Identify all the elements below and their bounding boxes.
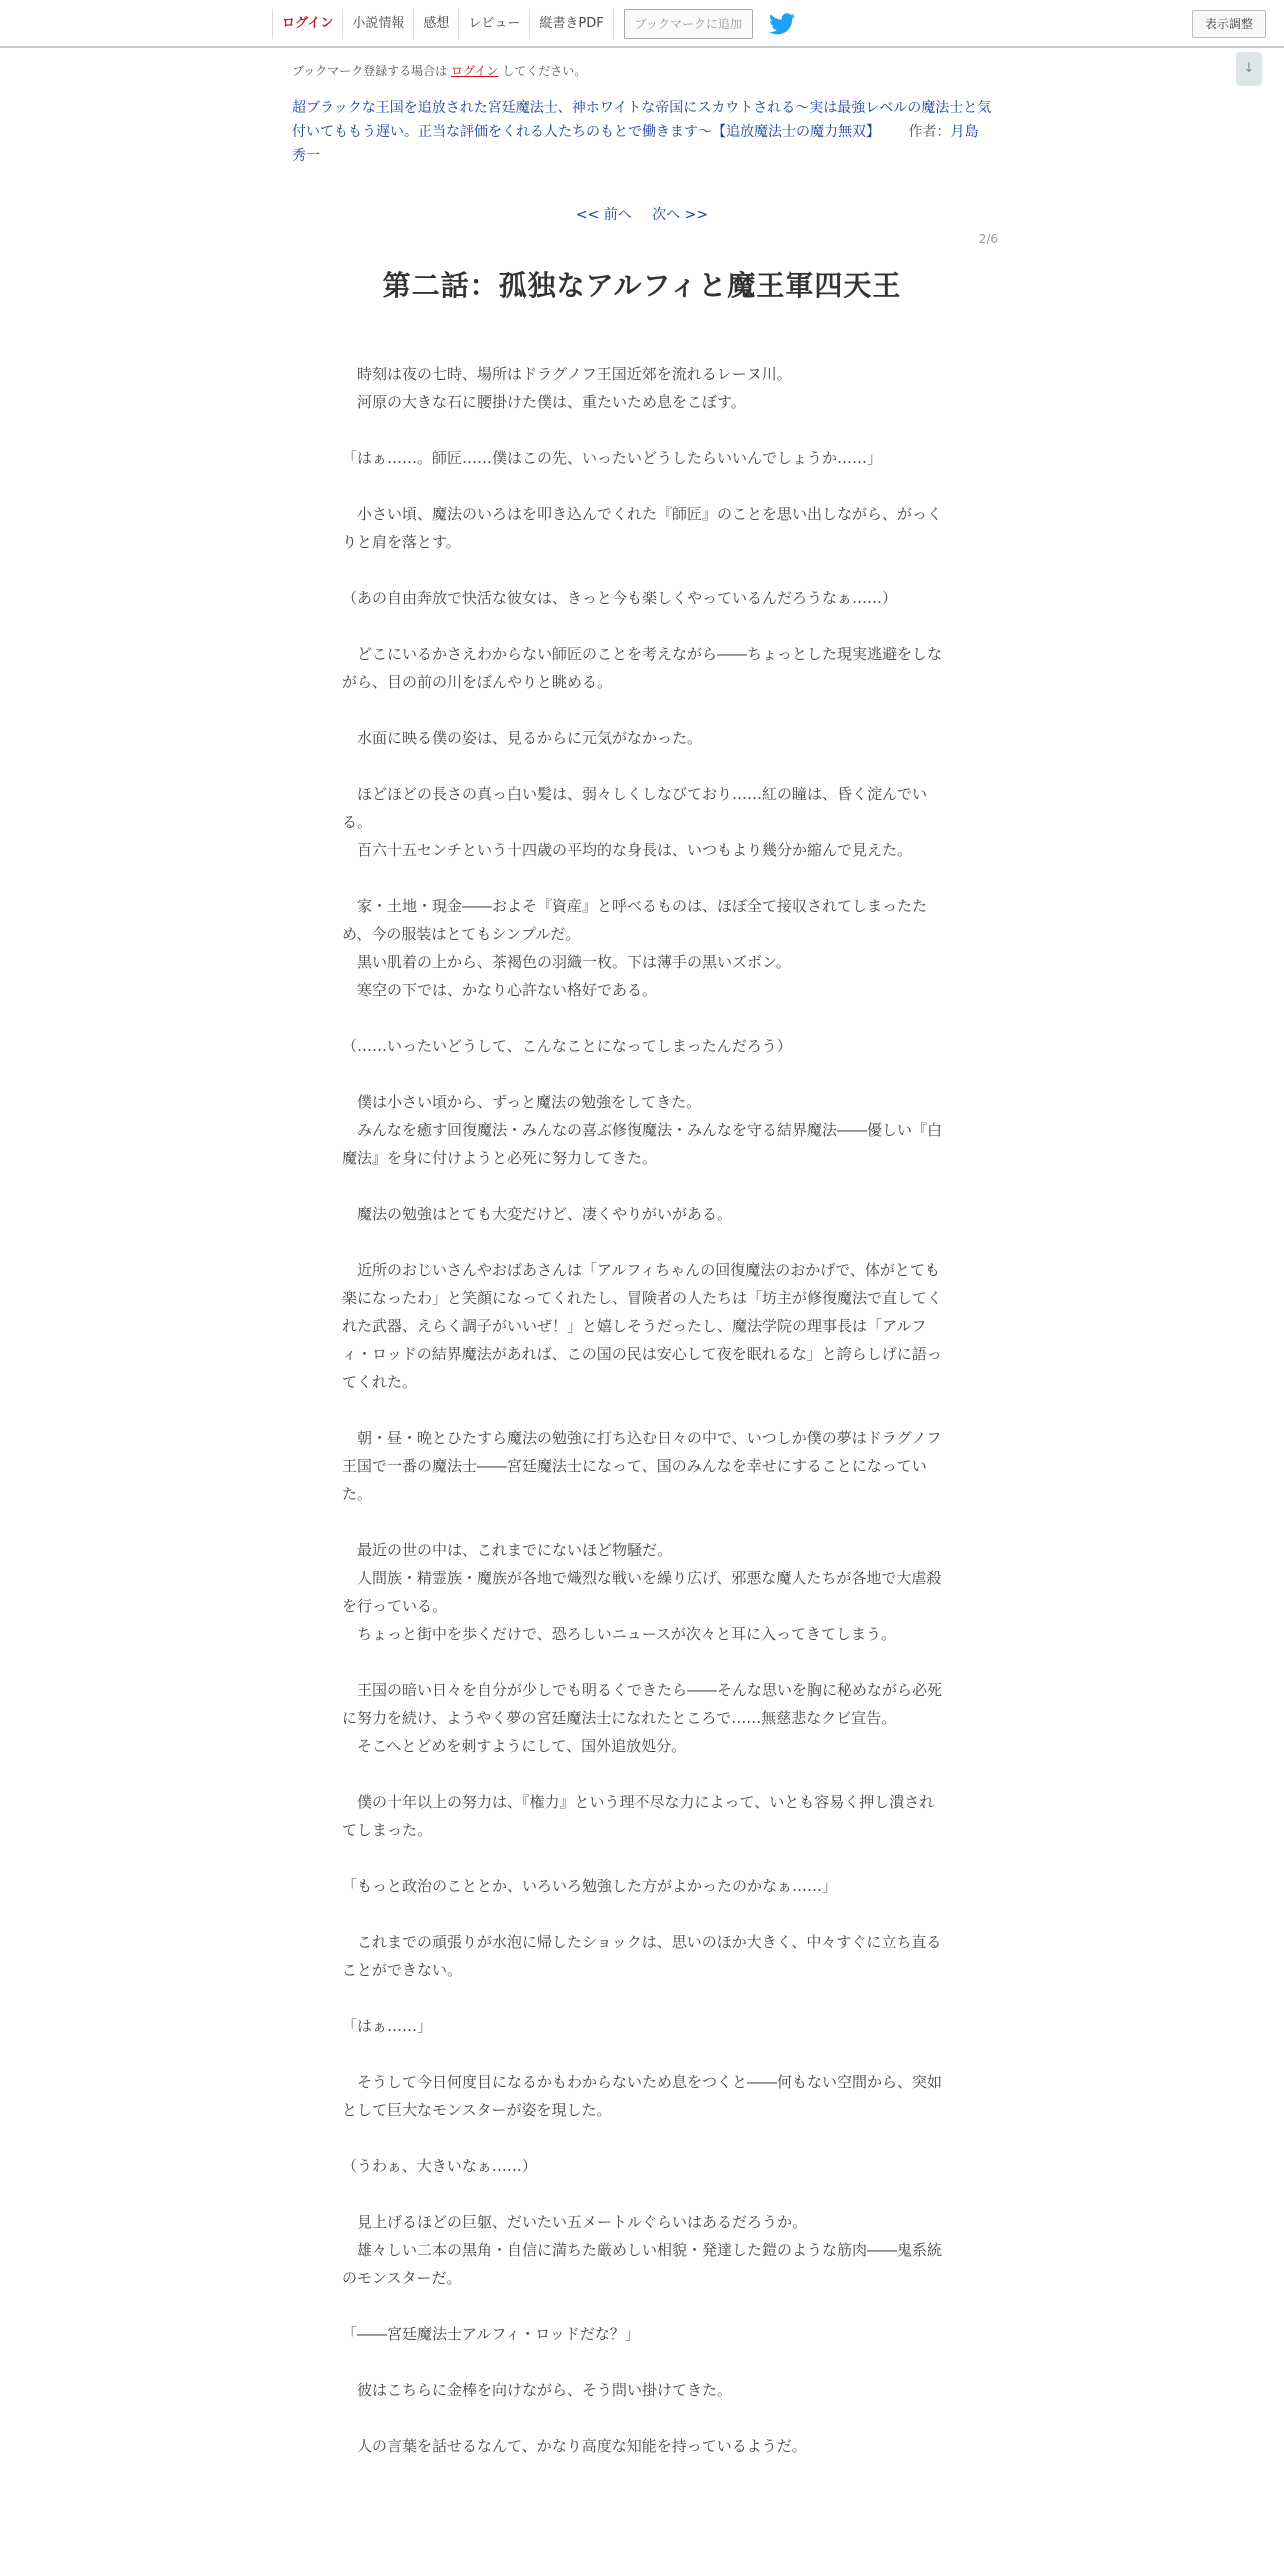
chapter-pager (0, 204, 1284, 224)
blank-line (342, 1984, 942, 2012)
paragraph: これまでの頑張りが水泡に帰したショックは、思いのほか大きく、中々すぐに立ち直ることができない。 (342, 1933, 942, 1979)
paragraph: 人間族・精霊族・魔族が各地で熾烈な戦いを繰り広げ、邪悪な魔人たちが各地で大虐殺を行っている。 (342, 1569, 942, 1615)
paragraph: 見上げるほどの巨躯、だいたい五メートルぐらいはあるだろうか。 (342, 2213, 808, 2231)
top-navigation-bar (0, 0, 1284, 48)
notice-prefix: ブックマーク登録する場合は (292, 64, 448, 78)
paragraph: 河原の大きな石に腰掛けた僕は、重たいため息をこぼす。 (342, 393, 746, 411)
blank-line (342, 472, 942, 500)
arrow-down-icon: ↓ (1243, 61, 1255, 76)
paragraph: 「もっと政治のこととか、いろいろ勉強した方がよかったのかなぁ……」 (342, 1877, 838, 1895)
paragraph: 雄々しい二本の黒角・自信に満ちた厳めしい相貌・発達した鎧のような筋肉――鬼系統のモンスターだ。 (342, 2241, 943, 2287)
blank-line (342, 612, 942, 640)
blank-line (342, 2040, 942, 2068)
nav-reviews[interactable]: レビュー (458, 9, 529, 39)
paragraph: 小さい頃、魔法のいろはを叩き込んでくれた『師匠』のことを思い出しながら、がっくりと肩を落とす。 (342, 505, 943, 551)
paragraph: （……いったいどうして、こんなことになってしまったんだろう） (342, 1037, 792, 1055)
next-chapter-link[interactable]: 次へ >> (652, 207, 709, 223)
paragraph: 黒い肌着の上から、茶褐色の羽織一枚。下は薄手の黒いズボン。 (342, 953, 791, 971)
blank-line (342, 1760, 942, 1788)
paragraph: 水面に映る僕の姿は、見るからに元気がなかった。 (342, 729, 703, 747)
notice-login-link[interactable]: ログイン (451, 64, 499, 78)
blank-line (342, 2180, 942, 2208)
paragraph: そうして今日何度目になるかもわからないため息をつくと――何もない空間から、突如として巨大なモンスターが姿を現した。 (342, 2073, 943, 2119)
page-number: 2/6 (978, 232, 998, 246)
paragraph: 王国の暗い日々を自分が少しでも明るくできたら――そんな思いを胸に秘めながら必死に努力を続け、ようやく夢の宮廷魔法士になれたところで……無慈悲なクビ宣告。 (342, 1681, 943, 1727)
paragraph: そこへとどめを刺すようにして、国外追放処分。 (342, 1737, 687, 1755)
paragraph: 最近の世の中は、これまでにないほど物騒だ。 (342, 1541, 673, 1559)
paragraph: 僕は小さい頃から、ずっと魔法の勉強をしてきた。 (342, 1093, 702, 1111)
paragraph: どこにいるかさえわからない師匠のことを考えながら――ちょっとした現実逃避をしながら、目の前の川をぼんやりと眺める。 (342, 645, 943, 691)
author-label: 作者： (908, 124, 951, 140)
blank-line (342, 752, 942, 780)
paragraph: 近所のおじいさんやおばあさんは「アルフィちゃんの回復魔法のおかげで、体がとても楽になったわ」と笑顔になってくれたし、冒険者の人たちは「坊主が修復魔法で直してくれた武器、えらく調子がいいぜ！」と嬉しそうだったし、魔法学院の理事長は「アルフィ・ロッドの結界魔法があれば、この国の民は安心して夜を眠れるな」と誇らしげに語ってくれた。 (342, 1261, 943, 1391)
blank-line (342, 696, 942, 724)
novel-title-link[interactable]: 超ブラックな王国を追放された宮廷魔法士、神ホワイトな帝国にスカウトされる～実は最強レベルの魔法士と気付いてももう遅い。正当な評価をくれる人たちのもとで働きます～【追放魔法士の魔力無双】 (292, 100, 992, 140)
chapter-title: 第二話：孤独なアルフィと魔王軍四天王 (382, 269, 902, 302)
paragraph: 寒空の下では、かなり心許ない格好である。 (342, 981, 658, 999)
nav-novel-info[interactable]: 小説情報 (342, 9, 413, 39)
add-bookmark-button[interactable]: ブックマークに追加 (624, 9, 753, 39)
blank-line (342, 1900, 942, 1928)
blank-line (342, 1396, 942, 1424)
blank-line (342, 1060, 942, 1088)
blank-line (342, 1172, 942, 1200)
main-nav (272, 6, 795, 42)
blank-line (342, 1004, 942, 1032)
nav-vertical-pdf[interactable]: 縦書きPDF (529, 9, 613, 39)
paragraph: 魔法の勉強はとても大変だけど、凄くやりがいがある。 (342, 1205, 733, 1223)
blank-line (342, 556, 942, 584)
blank-line (342, 1508, 942, 1536)
paragraph: みんなを癒す回復魔法・みんなの喜ぶ修復魔法・みんなを守る結界魔法――優しい『白魔法』を身に付けようと必死に努力してきた。 (342, 1121, 943, 1167)
paragraph: 「――宮廷魔法士アルフィ・ロッドだな？」 (342, 2325, 640, 2343)
blank-line (342, 1648, 942, 1676)
blank-line (342, 2124, 942, 2152)
nav-impressions[interactable]: 感想 (413, 9, 458, 39)
paragraph: 「はぁ……。師匠……僕はこの先、いったいどうしたらいいんでしょうか……」 (342, 449, 883, 467)
paragraph: 人の言葉を話せるなんて、かなり高度な知能を持っているようだ。 (342, 2437, 807, 2455)
nav-login[interactable]: ログイン (272, 9, 342, 39)
paragraph: （うわぁ、大きいなぁ……） (342, 2157, 537, 2175)
blank-line (342, 2404, 942, 2432)
blank-line (342, 416, 942, 444)
paragraph: 「はぁ……」 (342, 2017, 433, 2035)
prev-chapter-link[interactable]: << 前へ (575, 207, 632, 223)
paragraph: 百六十五センチという十四歳の平均的な身長は、いつもより幾分か縮んで見えた。 (342, 841, 913, 859)
paragraph: ほどほどの長さの真っ白い髪は、弱々しくしなびており……紅の瞳は、昏く淀んでいる。 (342, 785, 928, 831)
blank-line (342, 1228, 942, 1256)
blank-line (342, 1844, 942, 1872)
chapter-body (342, 360, 942, 2460)
twitter-bird-icon[interactable] (769, 13, 795, 35)
paragraph: 時刻は夜の七時、場所はドラグノフ王国近郊を流れるレーヌ川。 (342, 365, 792, 383)
scroll-down-button[interactable] (1236, 52, 1262, 86)
paragraph: 僕の十年以上の努力は、『権力』という理不尽な力によって、いとも容易く押し潰されてしまった。 (342, 1793, 935, 1839)
paragraph: 朝・昼・晩とひたすら魔法の勉強に打ち込む日々の中で、いつしか僕の夢はドラグノフ王国で一番の魔法士――宮廷魔法士になって、国のみんなを幸せにすることになっていた。 (342, 1429, 942, 1503)
paragraph: ちょっと街中を歩くだけで、恐ろしいニュースが次々と耳に入ってきてしまう。 (342, 1625, 896, 1643)
author-link[interactable]: 月島 秀一 (292, 124, 979, 164)
notice-suffix: してください。 (502, 64, 587, 78)
paragraph: 家・土地・現金――およそ『資産』と呼べるものは、ほぼ全て接収されてしまったため、今の服装はとてもシンプルだ。 (342, 897, 928, 943)
paragraph: （あの自由奔放で快活な彼女は、きっと今も楽しくやっているんだろうなぁ……） (342, 589, 898, 607)
blank-line (342, 2348, 942, 2376)
novel-title-block (292, 96, 992, 168)
paragraph: 彼はこちらに金棒を向けながら、そう問い掛けてきた。 (342, 2381, 733, 2399)
display-settings-button[interactable]: 表示調整 (1192, 10, 1266, 38)
blank-line (342, 2292, 942, 2320)
bookmark-login-notice (292, 62, 586, 79)
blank-line (342, 864, 942, 892)
